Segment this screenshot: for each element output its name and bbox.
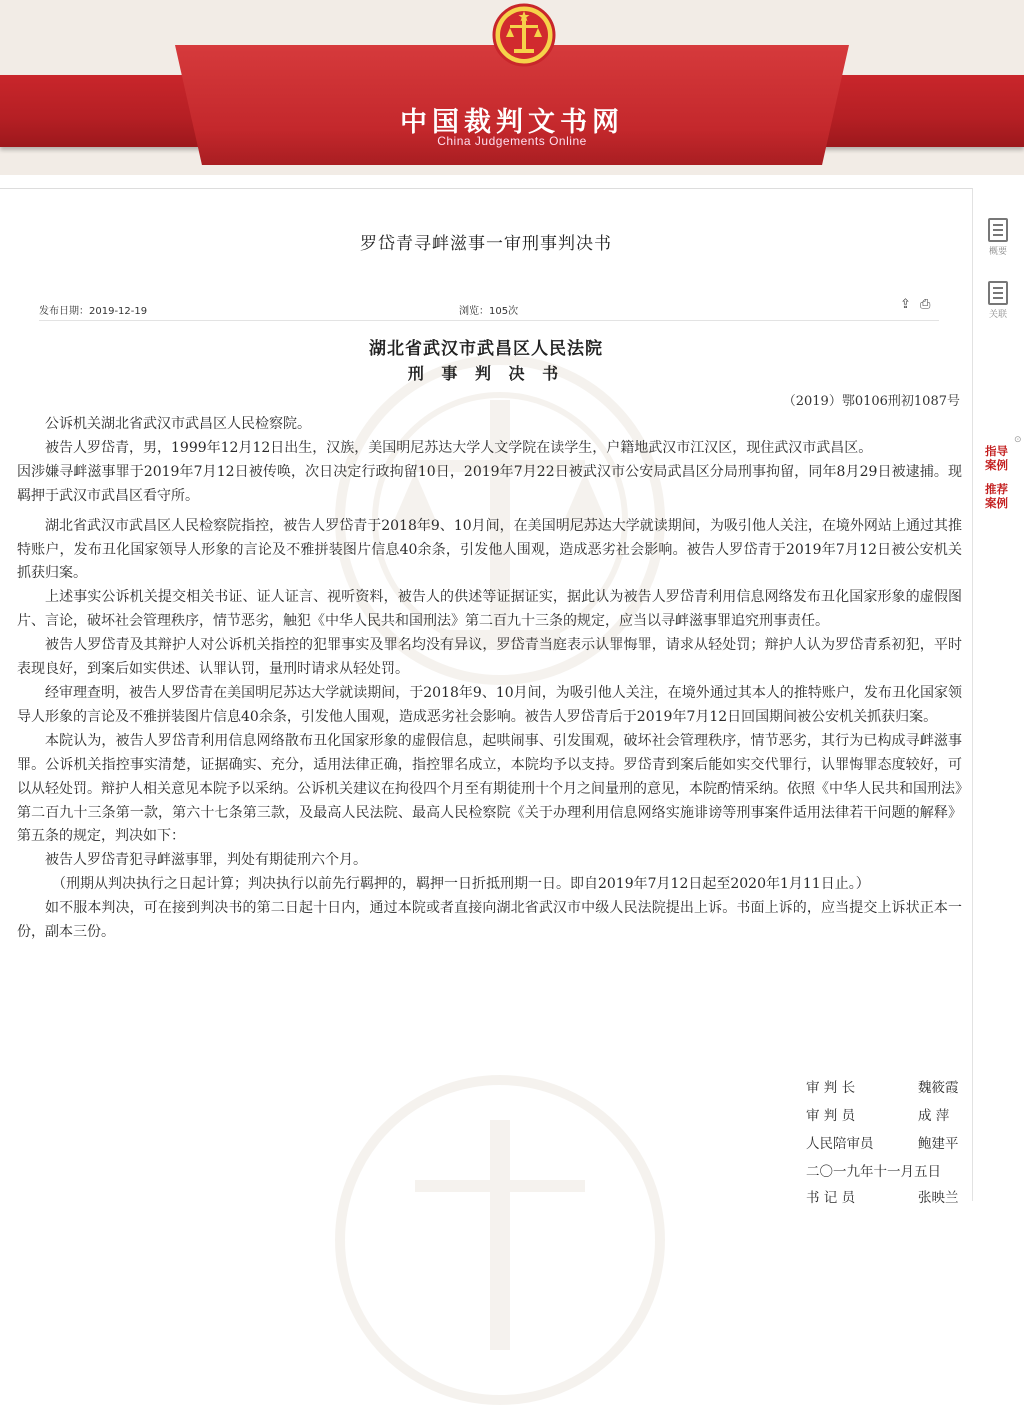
paragraph: （刑期从判决执行之日起计算；判决执行以前先行羁押的，羁押一日折抵刑期一日。即自2019年7月12日起至2020年1月11日止。）: [52, 876, 870, 893]
header-divider: [39, 320, 939, 321]
guide-cases-link[interactable]: 指导案例: [985, 444, 1008, 472]
site-banner: [0, 0, 1024, 175]
paragraph: 湖北省武汉市武昌区人民检察院指控，被告人罗岱青于2018年9、10月间，在美国明尼苏达大学就读期间，为吸引他人关注，在境外网站上通过其推特账户，发布丑化国家领导人形象的言论及不雅拼装图片信息40余条，引发他人围观，造成恶劣社会影响。被告人罗岱青于2019年7月12日被公安机关抓获归案。: [17, 517, 962, 582]
judgment-body: [17, 413, 962, 945]
signature-role: 人民陪审员: [806, 1136, 874, 1152]
summary-label: 概要: [988, 247, 1007, 257]
summary-button[interactable]: [983, 218, 1013, 257]
court-emblem-icon: [492, 3, 556, 67]
document-tools: [900, 298, 934, 312]
summary-icon: [988, 218, 1008, 242]
signature-name: 鲍建平: [918, 1136, 959, 1152]
paragraph: 被告人罗岱青，男，1999年12月12日出生，汉族，美国明尼苏达大学人文学院在读学生，户籍地武汉市江汉区，现住武汉市武昌区。: [45, 439, 873, 456]
signature-name: 张映兰: [918, 1190, 959, 1206]
document-type: 刑 事 判 决 书: [407, 364, 565, 383]
site-title: 中国裁判文书网: [400, 107, 624, 138]
signature-role: 审 判 长: [806, 1080, 856, 1096]
paragraph: 经审理查明，被告人罗岱青在美国明尼苏达大学就读期间，于2018年9、10月间，为吸引他人关注，在境外通过其本人的推特账户，发布丑化国家领导人形象的言论及不雅拼装图片信息40余条，引发他人围观，造成恶劣社会影响。被告人罗岱青后于2019年7月12日回国期间被公安机关抓获归案。: [17, 684, 962, 725]
publish-date: 发布日期：2019-12-19: [39, 306, 148, 317]
related-label: 关联: [988, 310, 1007, 320]
signature-name: 魏筱霞: [918, 1080, 959, 1096]
side-toggle-icon[interactable]: ⊙: [1014, 435, 1022, 445]
download-icon[interactable]: ⇪: [900, 297, 911, 312]
signature-role: 审 判 员: [806, 1108, 856, 1124]
case-number: （2019）鄂0106刑初1087号: [782, 394, 960, 409]
related-icon: [988, 281, 1008, 305]
signature-role: 书 记 员: [806, 1190, 856, 1206]
signature-name: 成 萍: [918, 1108, 950, 1124]
paragraph: 本院认为，被告人罗岱青利用信息网络散布丑化国家形象的虚假信息，起哄闹事、引发围观，破坏社会管理秩序，情节恶劣，其行为已构成寻衅滋事罪。公诉机关指控事实清楚，证据确实、充分，适用法律正确，指控罪名成立，本院均予以支持。罗岱青到案后能如实交代罪行，认罪悔罪态度较好，可以从轻处罚。辩护人相关意见本院予以采纳。公诉机关建议在拘役四个月至有期徒刑十个月之间量刑的意见，本院酌情采纳。依照《中华人民共和国刑法》第二百九十三条第一款，第六十七条第三款，及最高人民法院、最高人民检察院《关于办理利用信息网络实施诽谤等刑事案件适用法律若干问题的解释》第五条的规定，判决如下：: [17, 732, 962, 845]
paragraph: 因涉嫌寻衅滋事罪于2019年7月12日被传唤，次日决定行政拘留10日，2019年7月22日被武汉市公安局武昌区分局刑事拘留，同年8月29日被逮捕。现羁押于武汉市武昌区看守所。: [17, 463, 962, 504]
paragraph: 如不服本判决，可在接到判决书的第二日起十日内，通过本院或者直接向湖北省武汉市中级人民法院提出上诉。书面上诉的，应当提交上诉状正本一份，副本三份。: [17, 900, 962, 941]
site-subtitle: China Judgements Online: [437, 134, 587, 148]
paragraph: 被告人罗岱青犯寻衅滋事罪，判处有期徒刑六个月。: [45, 852, 367, 869]
document-title: 罗岱青寻衅滋事一审刑事判决书: [360, 234, 612, 254]
related-button[interactable]: [983, 281, 1013, 320]
paragraph: 公诉机关湖北省武汉市武昌区人民检察院。: [45, 416, 311, 432]
judgment-date: 二〇一九年十一月五日: [806, 1164, 941, 1180]
print-icon[interactable]: ⎙: [920, 297, 931, 312]
paragraph: 被告人罗岱青及其辩护人对公诉机关指控的犯罪事实及罪名均没有异议，罗岱青当庭表示认罪悔罪，请求从轻处罚；辩护人认为罗岱青系初犯，平时表现良好，到案后如实供述、认罪认罚，量刑时请求从轻处罚。: [17, 637, 962, 678]
view-count: 浏览：105次: [459, 306, 519, 317]
watermark-emblem-lower-icon: [330, 1060, 670, 1420]
court-name: 湖北省武汉市武昌区人民法院: [369, 339, 603, 359]
recommended-cases-link[interactable]: 推荐案例: [985, 482, 1008, 510]
paragraph: 上述事实公诉机关提交相关书证、证人证言、视听资料，被告人的供述等证据证实，据此认为被告人罗岱青利用信息网络发布丑化国家形象的虚假图片、言论，破坏社会管理秩序，情节恶劣，触犯《中华人民共和国刑法》第二百九十三条的规定，应当以寻衅滋事罪追究刑事责任。: [17, 589, 962, 630]
